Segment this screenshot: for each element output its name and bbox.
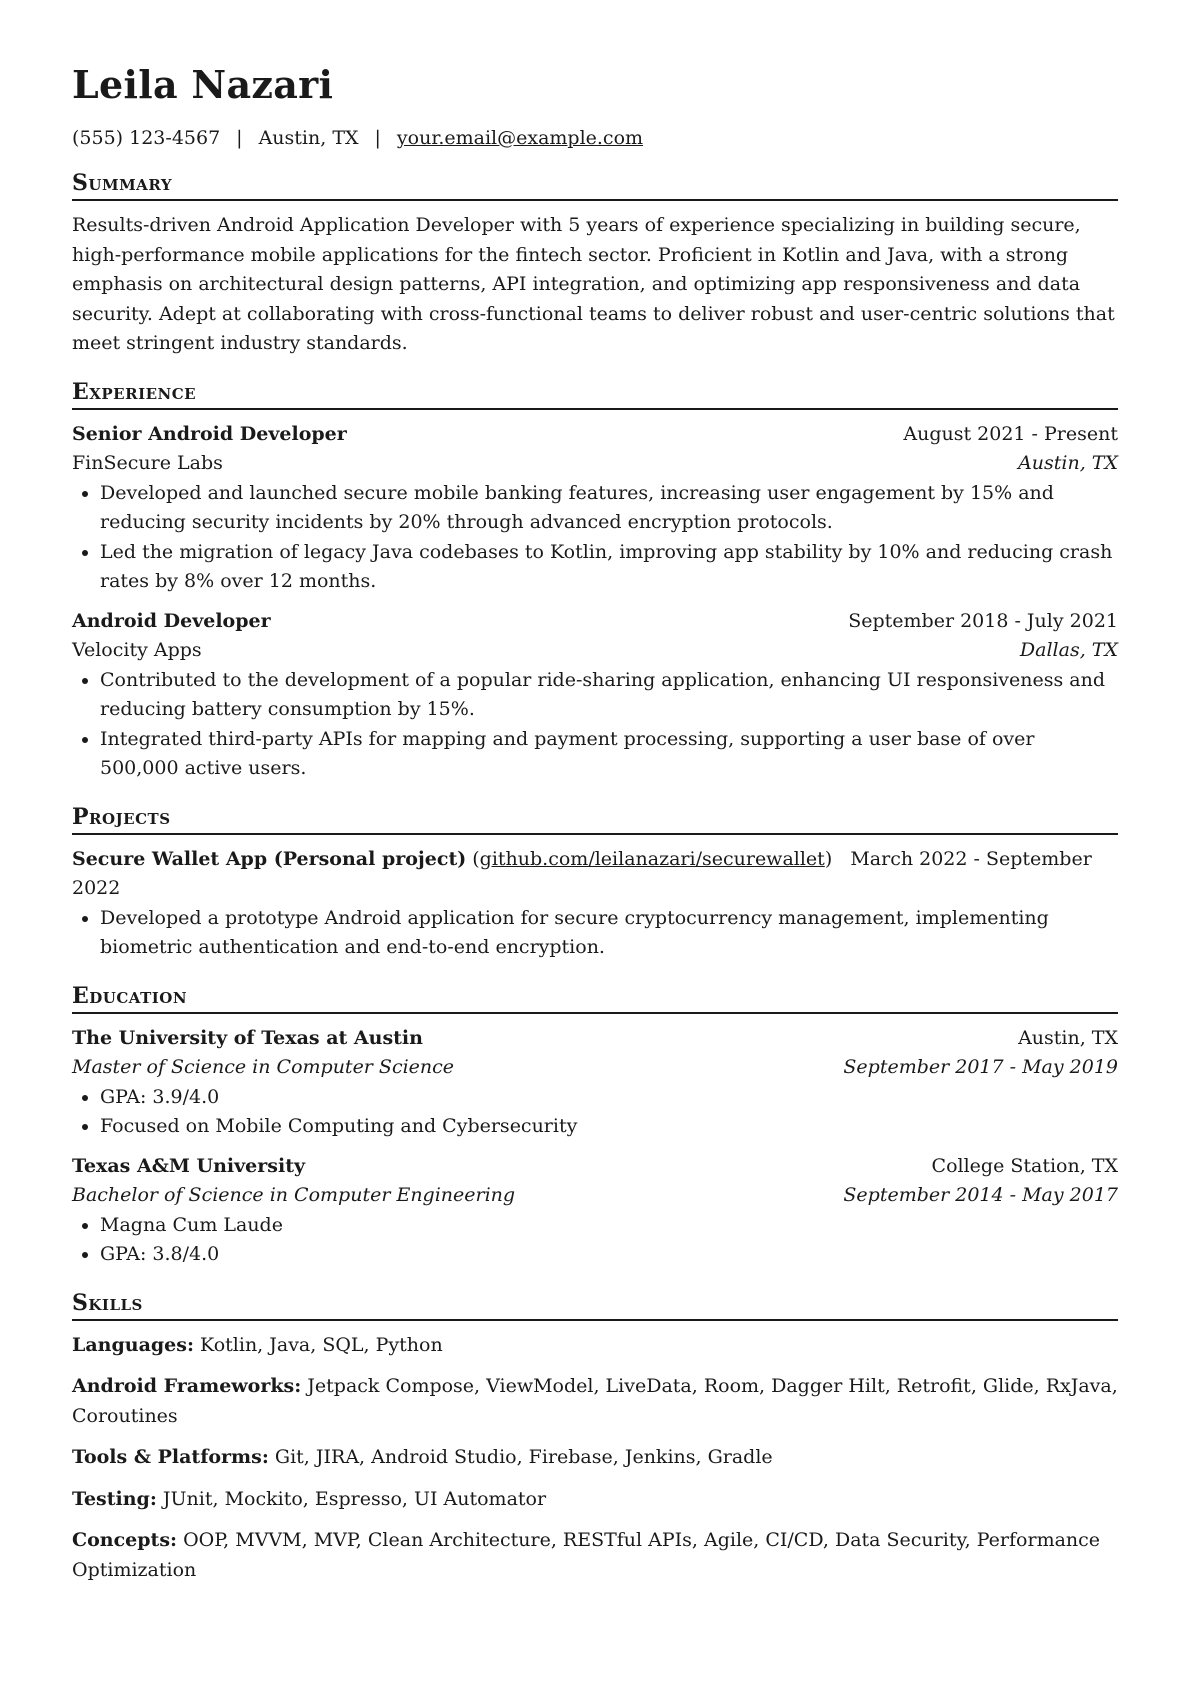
summary-text: Results-driven Android Application Developer with 5 years of experience specializing in building secure, high-performance mobile applications for the fintech sector. Proficient in Kotlin and Java, with a strong emphasis on architectural design patterns, API integration, and optimizing app responsiveness and data security. Adept at collaborating with cross-functional teams to deliver robust and user-centric solutions that meet stringent industry standards. <box>72 214 1115 354</box>
job-bullets <box>72 479 1118 597</box>
job-role: Senior Android Developer <box>72 422 347 445</box>
bullet-item: • Contributed to the development of a popular ride-sharing application, enhancing UI responsiveness and reducing battery consumption by 15%. <box>100 666 1118 725</box>
job-company: FinSecure Labs <box>72 452 223 474</box>
projects-section <box>72 802 1118 963</box>
bullet-item: • Led the migration of legacy Java codebases to Kotlin, improving app stability by 10% and reducing crash rates by 8% over 12 months. <box>100 538 1118 597</box>
skill-value: OOP, MVVM, MVP, Clean Architecture, RESTful APIs, Agile, CI/CD, Data Security, Performance Optimization <box>72 1529 1101 1581</box>
education-bullets <box>72 1211 1118 1270</box>
job-dates: August 2021 - Present <box>903 422 1118 445</box>
project-link[interactable]: github.com/leilanazari/securewallet <box>479 847 825 870</box>
degree-dates: September 2017 - May 2019 <box>843 1056 1118 1078</box>
email-link[interactable]: your.email@example.com <box>396 127 644 149</box>
skill-line <box>72 1485 1118 1515</box>
job-entry <box>72 420 1118 597</box>
section-title-skills: Skills <box>72 1288 1118 1321</box>
bullet-item: • GPA: 3.8/4.0 <box>100 1240 1118 1270</box>
skill-line <box>72 1372 1118 1431</box>
skill-value: Kotlin, Java, SQL, Python <box>200 1333 443 1356</box>
degree: Master of Science in Computer Science <box>72 1056 455 1078</box>
skill-label: Concepts: <box>72 1529 178 1551</box>
job-bullets <box>72 666 1118 784</box>
school-name: The University of Texas at Austin <box>72 1026 423 1049</box>
skill-label: Languages: <box>72 1333 194 1356</box>
education-entry <box>72 1024 1118 1142</box>
education-section <box>72 981 1118 1270</box>
skill-label: Android Frameworks: <box>72 1375 302 1397</box>
section-title-projects: Projects <box>72 802 1118 835</box>
phone: (555) 123-4567 <box>72 127 221 149</box>
project-dates: March 2022 - September 2022 <box>72 847 1092 899</box>
skill-line <box>72 1526 1118 1585</box>
skill-line <box>72 1331 1118 1361</box>
skill-value: JUnit, Mockito, Espresso, UI Automator <box>162 1487 547 1510</box>
separator: | <box>236 127 243 149</box>
bullet-item: • GPA: 3.9/4.0 <box>100 1083 1118 1113</box>
education-bullets <box>72 1083 1118 1142</box>
school-location: Austin, TX <box>1018 1026 1118 1049</box>
skill-value: Jetpack Compose, ViewModel, LiveData, Room, Dagger Hilt, Retrofit, Glide, RxJava, Coroutines <box>72 1375 1118 1427</box>
candidate-name: Leila Nazari <box>72 62 334 107</box>
bullet-item: • Magna Cum Laude <box>100 1211 1118 1241</box>
bullet-item: • Focused on Mobile Computing and Cybersecurity <box>100 1112 1118 1142</box>
job-dates: September 2018 - July 2021 <box>848 609 1118 632</box>
separator: | <box>374 127 381 149</box>
job-location: Austin, TX <box>1018 452 1118 474</box>
contact-line <box>72 126 1118 150</box>
location: Austin, TX <box>258 127 359 149</box>
experience-section <box>72 377 1118 784</box>
school-name: Texas A&M University <box>72 1154 306 1177</box>
skill-label: Testing: <box>72 1487 157 1510</box>
job-location: Dallas, TX <box>1019 639 1118 661</box>
section-title-education: Education <box>72 981 1118 1014</box>
section-title-experience: Experience <box>72 377 1118 410</box>
project-bullets <box>72 904 1118 963</box>
degree: Bachelor of Science in Computer Engineering <box>72 1184 516 1206</box>
bullet-item: • Developed and launched secure mobile banking features, increasing user engagement by 15% and reducing security incidents by 20% through advanced encryption protocols. <box>100 479 1118 538</box>
bullet-item: • Integrated third-party APIs for mapping and payment processing, supporting a user base of over 500,000 active users. <box>100 725 1118 784</box>
skills-section <box>72 1288 1118 1586</box>
education-entry <box>72 1152 1118 1270</box>
bullet-item: • Developed a prototype Android application for secure cryptocurrency management, implementing biometric authentication and end-to-end encryption. <box>100 904 1118 963</box>
job-role: Android Developer <box>72 609 271 632</box>
skill-line <box>72 1443 1118 1473</box>
skill-value: Git, JIRA, Android Studio, Firebase, Jenkins, Gradle <box>274 1446 773 1468</box>
section-title-summary: Summary <box>72 168 1118 201</box>
skill-label: Tools & Platforms: <box>72 1446 269 1468</box>
school-location: College Station, TX <box>931 1154 1118 1177</box>
project-name: Secure Wallet App (Personal project) <box>72 847 467 870</box>
summary-section <box>72 168 1118 359</box>
degree-dates: September 2014 - May 2017 <box>843 1184 1118 1206</box>
job-company: Velocity Apps <box>72 639 202 661</box>
job-entry <box>72 607 1118 784</box>
project-entry: Secure Wallet App (Personal project) (github.com/leilanazari/securewallet) March 2022 - September 2022 • Developed a prototype Android application for secure cryptocurrency management, implementing biometric authentication and end-to-end encryption. <box>72 845 1118 963</box>
